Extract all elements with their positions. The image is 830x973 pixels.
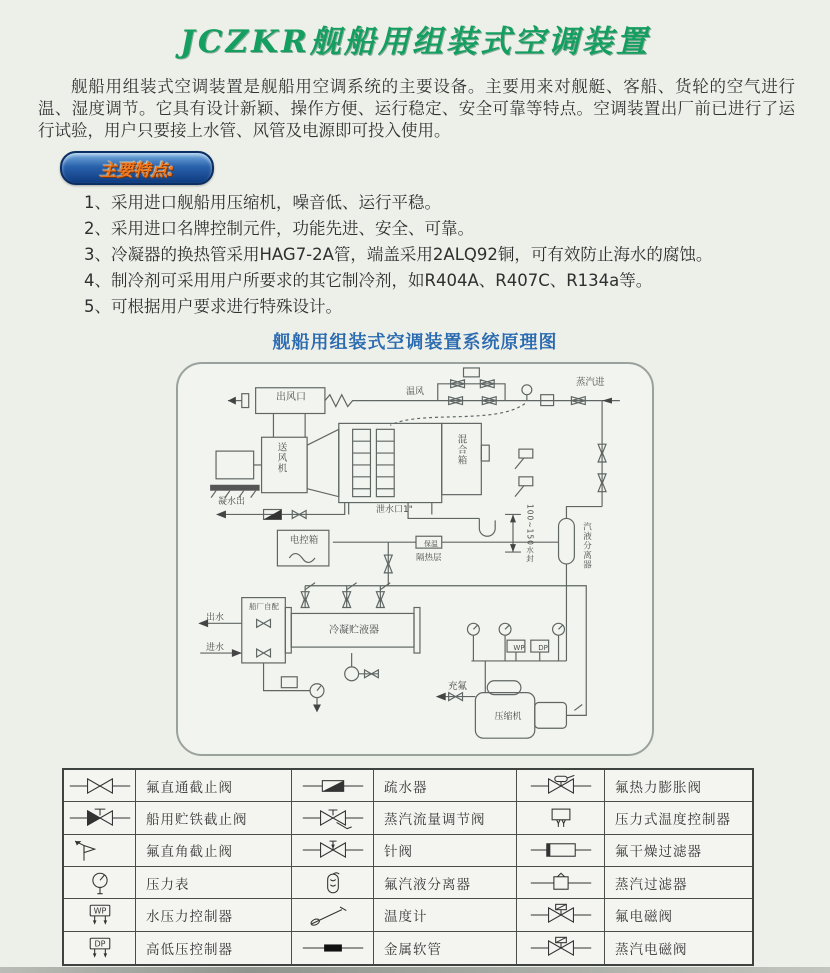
legend-label: 氟干燥过滤器 [605,835,752,867]
air-handler [210,413,489,514]
label-supply-fan: 送风机 [275,442,287,474]
feature-item: 4、制冷剂可采用用户所要求的其它制冷剂，如R404A、R407C、R134a等。 [84,271,653,290]
svg-text:WP: WP [93,906,106,916]
legend-symbol [517,867,605,899]
diagram-title: 舰船用组装式空调装置系统原理图 [272,332,558,353]
legend-label: 蒸汽流量调节阀 [374,802,517,834]
legend-symbol [292,899,374,931]
feature-item: 1、采用进口舰船用压缩机，噪音低、运行平稳。 [84,193,441,212]
label-charge-freon: 充氟 [448,681,468,692]
legend-symbol [517,835,605,867]
legend-symbol [64,802,136,834]
svg-text:DP: DP [94,939,105,949]
legend-symbol [64,867,136,899]
label-condensate-out: 凝水出 [218,497,246,507]
label-receiver: 冷凝贮液器 [329,625,379,636]
legend-table [62,768,754,966]
label-wp-tag: WP [513,644,525,652]
system-diagram-panel [176,362,654,756]
legend-label: 船用贮铁截止阀 [136,802,292,834]
legend-symbol [517,770,605,802]
legend-label: 温度计 [374,899,517,931]
legend-symbol [292,802,374,834]
legend-label: 蒸汽电磁阀 [615,941,688,958]
label-separator: 汽液分离器 [581,522,592,570]
condensate-drain [216,449,533,552]
page-title: JCZKR舰船用组装式空调装置 [180,24,650,60]
legend-label: 氟电磁阀 [605,899,752,931]
suction-line [277,507,602,661]
legend-label: 氟汽液分离器 [374,867,517,899]
label-compressor: 压缩机 [494,712,522,722]
legend-label: 高低压控制器 [136,932,292,964]
legend-label: 氟直通截止阀 [136,770,292,802]
legend-label: 压力式温度控制器 [605,802,752,834]
label-mixing-box: 混合箱 [455,434,467,466]
features-badge [60,151,214,185]
legend-label: 蒸汽过滤器 [605,867,752,899]
legend-label: 针阀 [374,835,517,867]
label-control-box: 电控箱 [289,535,319,546]
feature-item: 5、可根据用户要求进行特殊设计。 [84,297,342,316]
legend-symbol [517,899,605,931]
features-list [84,190,794,320]
label-shipyard: 船厂自配 [249,602,279,611]
condenser-receiver [198,583,420,713]
label-insulation-tag: 保温 [424,540,438,548]
label-water-out: 出水 [206,613,225,623]
legend-symbol [64,835,136,867]
label-dp-tag: DP [538,644,548,652]
feature-item: 3、冷凝器的换热管采用HAG7-2A管，端盖采用2ALQ92铜，可有效防止海水的腐蚀。 [84,245,713,264]
system-schematic [178,364,652,754]
features-badge-label: 主要特点: [99,160,175,181]
legend-symbol [292,867,374,899]
legend-symbol [64,899,136,931]
legend-label: 疏水器 [374,770,517,802]
legend-label: 氟直角截止阀 [136,835,292,867]
label-warm-air: 温风 [406,387,425,397]
label-water-seal: 100~150水封 [525,504,535,563]
label-drain-port: 泄水口1" [376,505,413,515]
legend-label: 压力表 [136,867,292,899]
legend-label: 氟热力膨胀阀 [605,770,752,802]
label-air-outlet: 出风口 [276,392,306,403]
label-water-in: 进水 [206,643,225,653]
legend-symbol [517,932,605,964]
intro-paragraph: 舰船用组装式空调装置是舰船用空调系统的主要设备。主要用来对舰艇、客船、货轮的空气进行温、湿度调节。它具有设计新颖、操作方便、运行稳定、安全可靠等特点。空调装置出厂前已进行了运行试验，用户只要接上水管、风管及电源即可投入使用。 [38,77,795,140]
legend-symbol [64,932,136,964]
label-insulation: 隔热层 [416,553,442,563]
legend-symbol [292,770,374,802]
legend-label: 水压力控制器 [136,899,292,931]
legend-symbol [64,770,136,802]
feature-item: 2、采用进口名牌控制元件，功能先进、安全、可靠。 [84,219,474,238]
legend-label: 金属软管 [374,932,517,964]
label-steam-in: 蒸汽进 [576,377,605,388]
legend-symbol [292,835,374,867]
legend-symbol [517,802,605,834]
legend-symbol [292,932,374,964]
